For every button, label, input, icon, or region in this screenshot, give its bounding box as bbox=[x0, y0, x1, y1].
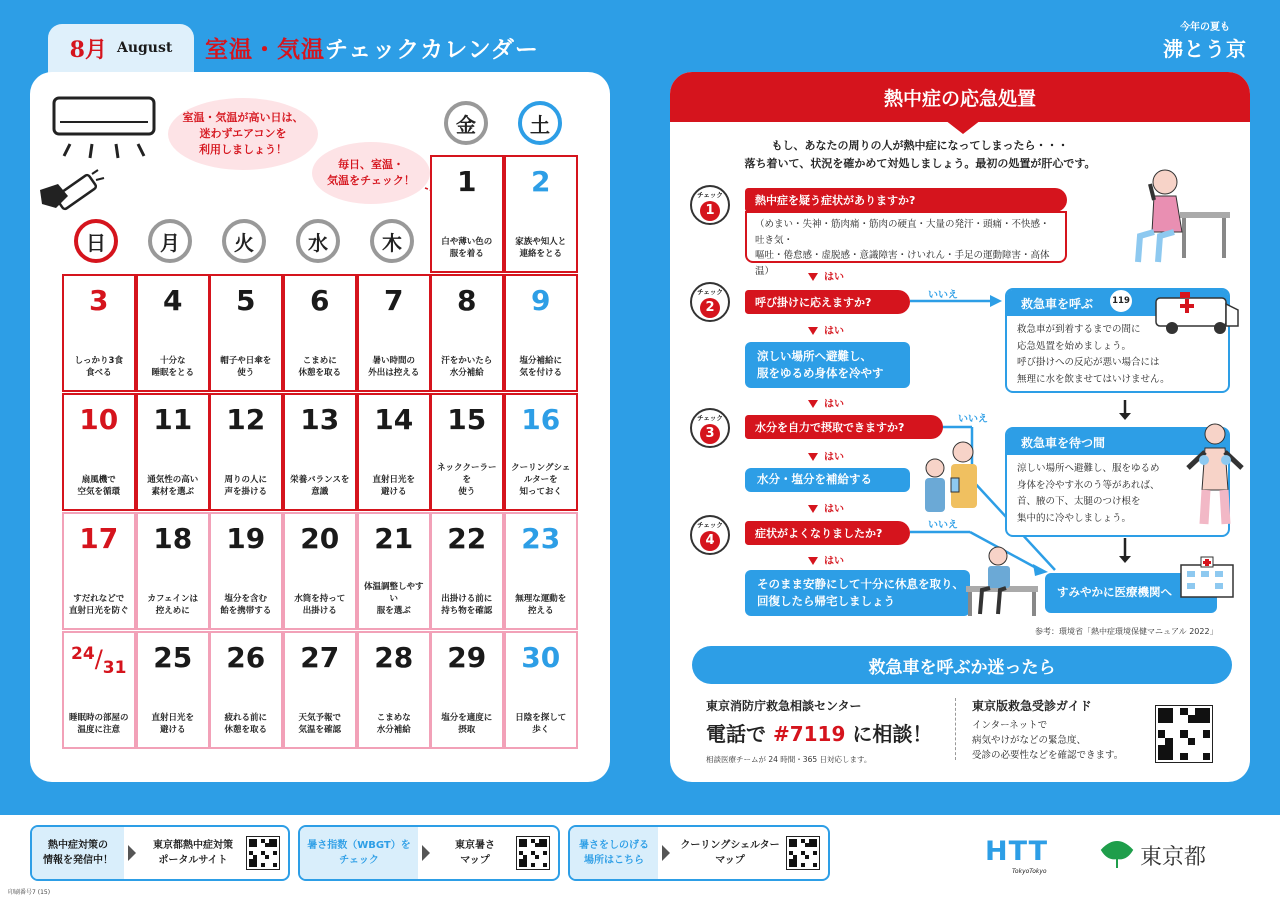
drinking-people-icon bbox=[915, 438, 985, 518]
day-tip: 栄養バランスを 意識 bbox=[290, 475, 350, 498]
calendar-day bbox=[430, 274, 504, 392]
tokyo-logo: 東京都 bbox=[1140, 845, 1207, 870]
day-tip: すだれなどで 直射日光を防ぐ bbox=[68, 594, 129, 617]
check-label: チェック bbox=[697, 414, 723, 422]
calendar-day bbox=[430, 512, 504, 630]
calendar-day bbox=[357, 512, 431, 630]
yes-text: はい bbox=[824, 326, 844, 337]
day-tip: 塩分補給に 気を付ける bbox=[519, 356, 562, 379]
reference-note: 参考：環境省「熱中症環境保健マニュアル 2022」 bbox=[1035, 627, 1218, 636]
check-label: チェック bbox=[697, 521, 723, 529]
day-tip: 体温調整しやすい 服を選ぶ bbox=[363, 582, 424, 617]
calendar-day bbox=[430, 393, 504, 511]
day-number: 26 bbox=[226, 641, 266, 674]
day-tip: 汗をかいたら 水分補給 bbox=[441, 356, 493, 379]
check-label: チェック bbox=[697, 191, 723, 199]
brand-subtitle: 今年の夏も bbox=[1180, 22, 1230, 33]
day-number: 29 bbox=[447, 641, 487, 674]
calendar-day bbox=[504, 274, 578, 392]
day-number: 22 bbox=[447, 522, 487, 555]
guide-body: インターネットで 病気やけがなどの緊急度、 受診の必要性などを確認できます。 bbox=[972, 720, 1124, 762]
yes-label bbox=[808, 500, 844, 515]
day-number: 16 bbox=[521, 403, 561, 436]
check-label: チェック bbox=[697, 288, 723, 296]
hospital-box: すみやかに医療機関へ bbox=[1045, 573, 1217, 613]
check-tip-text: 毎日、室温・ 気温をチェック！ bbox=[327, 158, 415, 187]
day-number bbox=[64, 641, 134, 678]
day-number: 30 bbox=[521, 641, 561, 674]
calendar-day bbox=[283, 631, 357, 749]
check-number: 3 bbox=[700, 424, 720, 444]
calendar-day bbox=[209, 274, 283, 392]
day-number: 9 bbox=[531, 284, 551, 317]
day-number: 15 bbox=[447, 403, 487, 436]
calendar-day bbox=[430, 631, 504, 749]
day-tip: 水筒を持って 出掛ける bbox=[294, 594, 346, 617]
yes-text: はい bbox=[824, 504, 844, 515]
footer-link-target: 東京都熱中症対策 ポータルサイト bbox=[153, 840, 233, 866]
calendar-day bbox=[136, 512, 210, 630]
month-number: 8月 bbox=[69, 36, 107, 63]
day-number: 21 bbox=[374, 522, 414, 555]
check-2-badge bbox=[690, 282, 730, 322]
remote-control-icon bbox=[38, 168, 113, 218]
calendar-day bbox=[62, 274, 136, 392]
footer-link-heat-map[interactable] bbox=[298, 825, 560, 881]
day-tip: 出掛ける前に 持ち物を確認 bbox=[441, 594, 493, 617]
calendar-day bbox=[504, 155, 578, 273]
yes-label bbox=[808, 552, 844, 567]
consult-note: 相談医療チームが 24 時間・365 日対応します。 bbox=[706, 755, 872, 764]
day-tip: カフェインは 控えめに bbox=[147, 594, 199, 617]
calendar-day bbox=[504, 393, 578, 511]
calendar-day bbox=[430, 155, 504, 273]
day-tip: 日陰を探して 歩く bbox=[515, 713, 567, 736]
check-3-question: 水分を自力で摂取できますか? bbox=[745, 415, 943, 439]
footer-link-label: 暑さ指数（WBGT）を チェック bbox=[300, 827, 418, 879]
ambulance-icon bbox=[1150, 286, 1245, 336]
weekday-sun: 日 bbox=[74, 219, 118, 263]
consult-center-title: 東京消防庁救急相談センター bbox=[706, 699, 862, 713]
brand-logo bbox=[1150, 18, 1260, 62]
page-title bbox=[205, 28, 539, 66]
calendar-day bbox=[504, 631, 578, 749]
day-number-b: 31 bbox=[102, 658, 127, 678]
calendar-day bbox=[283, 393, 357, 511]
day-number: 14 bbox=[374, 403, 414, 436]
chevron-right-icon bbox=[422, 845, 430, 861]
month-english: August bbox=[116, 40, 173, 56]
yes-label bbox=[808, 322, 844, 337]
weekday-fri: 金 bbox=[444, 101, 488, 145]
day-tip: 塩分を適度に 摂取 bbox=[441, 713, 493, 736]
check-2-question: 呼び掛けに応えますか? bbox=[745, 290, 910, 314]
action-cool-down: 涼しい場所へ避難し、 服をゆるめ身体を冷やす bbox=[745, 342, 910, 388]
phone-suffix: に相談！ bbox=[845, 722, 933, 746]
day-number: 17 bbox=[79, 522, 119, 555]
check-3-badge bbox=[690, 408, 730, 448]
day-number: 18 bbox=[153, 522, 193, 555]
guide-title: 東京版救急受診ガイド bbox=[972, 699, 1092, 713]
day-number: 25 bbox=[153, 641, 193, 674]
day-number: 1 bbox=[457, 165, 477, 198]
calendar-day bbox=[209, 512, 283, 630]
first-aid-intro: もし、あなたの周りの人が熱中症になってしまったら・・・ 落ち着いて、状況を確かめて対処しましょう。最初の処置が肝心です。 bbox=[744, 139, 1096, 170]
day-tip: 塩分を含む 飴を携帯する bbox=[220, 594, 272, 617]
day-number: 23 bbox=[521, 522, 561, 555]
consult-phone bbox=[706, 718, 932, 747]
day-tip: 疲れる前に 休憩を取る bbox=[224, 713, 267, 736]
calendar-day bbox=[283, 512, 357, 630]
day-tip: 無理な運動を 控える bbox=[515, 594, 567, 617]
resting-person-icon bbox=[960, 540, 1045, 620]
woman-on-bench-icon bbox=[1110, 162, 1235, 272]
emergency-divider bbox=[955, 698, 956, 760]
hospital-icon bbox=[1175, 555, 1240, 600]
footer-link-target: クーリングシェルター マップ bbox=[680, 840, 780, 866]
day-number: 2 bbox=[531, 165, 551, 198]
day-number: 11 bbox=[153, 403, 193, 436]
action-hydrate: 水分・塩分を補給する bbox=[745, 468, 910, 492]
check-4-badge bbox=[690, 515, 730, 555]
qr-code-icon[interactable] bbox=[516, 836, 550, 870]
qr-code-icon[interactable] bbox=[246, 836, 280, 870]
yes-text: はい bbox=[824, 452, 844, 463]
weekday-wed: 水 bbox=[296, 219, 340, 263]
day-number: 6 bbox=[310, 284, 330, 317]
day-tip: 帽子や日傘を 使う bbox=[220, 356, 272, 379]
day-number: 7 bbox=[384, 284, 404, 317]
call-ambulance-body: 救急車が到着するまでの間に 応急処置を始めましょう。 呼び掛けへの反応が悪い場合には 無理に水を飲ませてはいけません。 bbox=[1017, 324, 1170, 385]
ac-tip-bubble bbox=[168, 98, 318, 170]
calendar-day bbox=[62, 631, 136, 749]
calendar-day bbox=[209, 393, 283, 511]
day-tip: 家族や知人と 連絡をとる bbox=[515, 237, 567, 260]
day-tip: ネッククーラーを 使う bbox=[436, 463, 497, 498]
ginkgo-leaf-icon bbox=[1100, 840, 1134, 870]
weekday-sat: 土 bbox=[518, 101, 562, 145]
day-tip: こまめな 水分補給 bbox=[376, 713, 411, 736]
first-aid-title: 熱中症の応急処置 bbox=[670, 72, 1250, 122]
call-ambulance-title: 救急車を呼ぶ bbox=[1007, 290, 1228, 316]
calendar-day bbox=[62, 393, 136, 511]
no-label: いいえ bbox=[928, 290, 958, 301]
day-tip: 暑い時間の 外出は控える bbox=[368, 356, 420, 379]
no-label: いいえ bbox=[958, 414, 988, 425]
yes-text: はい bbox=[824, 399, 844, 410]
symptom-list: （めまい・失神・筋肉痛・筋肉の硬直・大量の発汗・頭痛・不快感・吐き気・ 嘔吐・倦怠感・虚脱感・意識障害・けいれん・手足の運動障害・高体温） bbox=[745, 211, 1067, 263]
calendar-day bbox=[357, 393, 431, 511]
day-number: 27 bbox=[300, 641, 340, 674]
footer-link-portal[interactable] bbox=[30, 825, 290, 881]
day-tip: しっかり3食 食べる bbox=[74, 356, 123, 379]
day-separator: / bbox=[94, 645, 103, 673]
footer-link-target: 東京暑さ マップ bbox=[455, 840, 495, 866]
calendar-day bbox=[357, 631, 431, 749]
day-tip: こまめに 休憩を取る bbox=[298, 356, 341, 379]
day-number: 28 bbox=[374, 641, 414, 674]
htt-logo: HTT bbox=[985, 836, 1049, 867]
check-1-badge bbox=[690, 185, 730, 225]
day-tip: 周りの人に 声を掛ける bbox=[224, 475, 267, 498]
chevron-right-icon bbox=[128, 845, 136, 861]
yes-label bbox=[808, 395, 844, 410]
day-tip: 十分な 睡眠をとる bbox=[151, 356, 194, 379]
weekday-tue: 火 bbox=[222, 219, 266, 263]
calendar-day bbox=[62, 512, 136, 630]
emergency-bar: 救急車を呼ぶか迷ったら bbox=[692, 646, 1232, 684]
day-number: 8 bbox=[457, 284, 477, 317]
number-119-badge: 119 bbox=[1108, 288, 1134, 314]
day-tip: 直射日光を 避ける bbox=[151, 713, 194, 736]
day-number-a: 24 bbox=[71, 644, 95, 664]
ac-tip-text: 室温・気温が高い日は、 迷わずエアコンを 利用しましょう！ bbox=[182, 111, 304, 156]
calendar-day bbox=[136, 631, 210, 749]
brand-name: 沸とう京 bbox=[1163, 37, 1247, 61]
weekday-mon: 月 bbox=[148, 219, 192, 263]
calendar-day bbox=[136, 274, 210, 392]
check-1-question: 熱中症を疑う症状がありますか? bbox=[745, 188, 1067, 212]
check-number: 1 bbox=[700, 201, 720, 221]
calendar-day bbox=[283, 274, 357, 392]
weekday-thu: 木 bbox=[370, 219, 414, 263]
check-number: 4 bbox=[700, 531, 720, 551]
day-number: 4 bbox=[163, 284, 183, 317]
qr-code-icon[interactable] bbox=[1155, 705, 1213, 763]
day-number: 12 bbox=[226, 403, 266, 436]
qr-code-icon[interactable] bbox=[786, 836, 820, 870]
yes-text: はい bbox=[824, 556, 844, 567]
calendar-day bbox=[504, 512, 578, 630]
wait-ambulance-body: 涼しい場所へ避難し、服をゆるめ 身体を冷やす氷のう等があれば、 首、腋の下、太腿のつけ根を 集中的に冷やしましょう。 bbox=[1017, 463, 1160, 524]
htt-logo-sub: TokyoTokyo bbox=[1012, 868, 1047, 875]
day-number: 20 bbox=[300, 522, 340, 555]
yes-label bbox=[808, 268, 844, 283]
day-number: 3 bbox=[89, 284, 109, 317]
day-number: 13 bbox=[300, 403, 340, 436]
chevron-right-icon bbox=[662, 845, 670, 861]
title-red-part: 室温・気温 bbox=[205, 35, 325, 63]
title-rest: チェックカレンダー bbox=[325, 35, 539, 63]
cooling-person-icon bbox=[1180, 420, 1250, 530]
print-number: 印刷番号7 (15) bbox=[8, 889, 51, 896]
day-tip: 睡眠時の部屋の 温度に注意 bbox=[68, 713, 129, 736]
day-tip: 直射日光を 避ける bbox=[372, 475, 415, 498]
day-tip: 通気性の高い 素材を選ぶ bbox=[147, 475, 199, 498]
footer-link-label: 熱中症対策の 情報を発信中！ bbox=[32, 827, 124, 879]
action-rest: そのまま安静にして十分に休息を取り、 回復したら帰宅しましょう bbox=[745, 570, 970, 616]
check-number: 2 bbox=[700, 298, 720, 318]
phone-prefix: 電話で bbox=[706, 722, 773, 746]
phone-number: #7119 bbox=[772, 722, 846, 746]
calendar-day bbox=[357, 274, 431, 392]
footer-link-label: 暑さをしのげる 場所はこちら bbox=[570, 827, 658, 879]
day-number: 19 bbox=[226, 522, 266, 555]
day-tip: 白や薄い色の 服を着る bbox=[441, 237, 493, 260]
footer-link-shelter-map[interactable] bbox=[568, 825, 830, 881]
yes-text: はい bbox=[824, 272, 844, 283]
calendar-day bbox=[136, 393, 210, 511]
day-number: 5 bbox=[236, 284, 256, 317]
no-label: いいえ bbox=[928, 520, 958, 531]
calendar-day bbox=[209, 631, 283, 749]
yes-label bbox=[808, 448, 844, 463]
wait-ambulance-title: 救急車を待つ間 bbox=[1007, 429, 1228, 455]
title-pointer bbox=[945, 120, 981, 134]
day-tip: 扇風機で 空気を循環 bbox=[77, 475, 120, 498]
check-4-question: 症状がよくなりましたか? bbox=[745, 521, 910, 545]
day-number: 10 bbox=[79, 403, 119, 436]
day-tip: クーリングシェルターを 知っておく bbox=[511, 463, 571, 498]
day-tip: 天気予報で 気温を確認 bbox=[298, 713, 341, 736]
